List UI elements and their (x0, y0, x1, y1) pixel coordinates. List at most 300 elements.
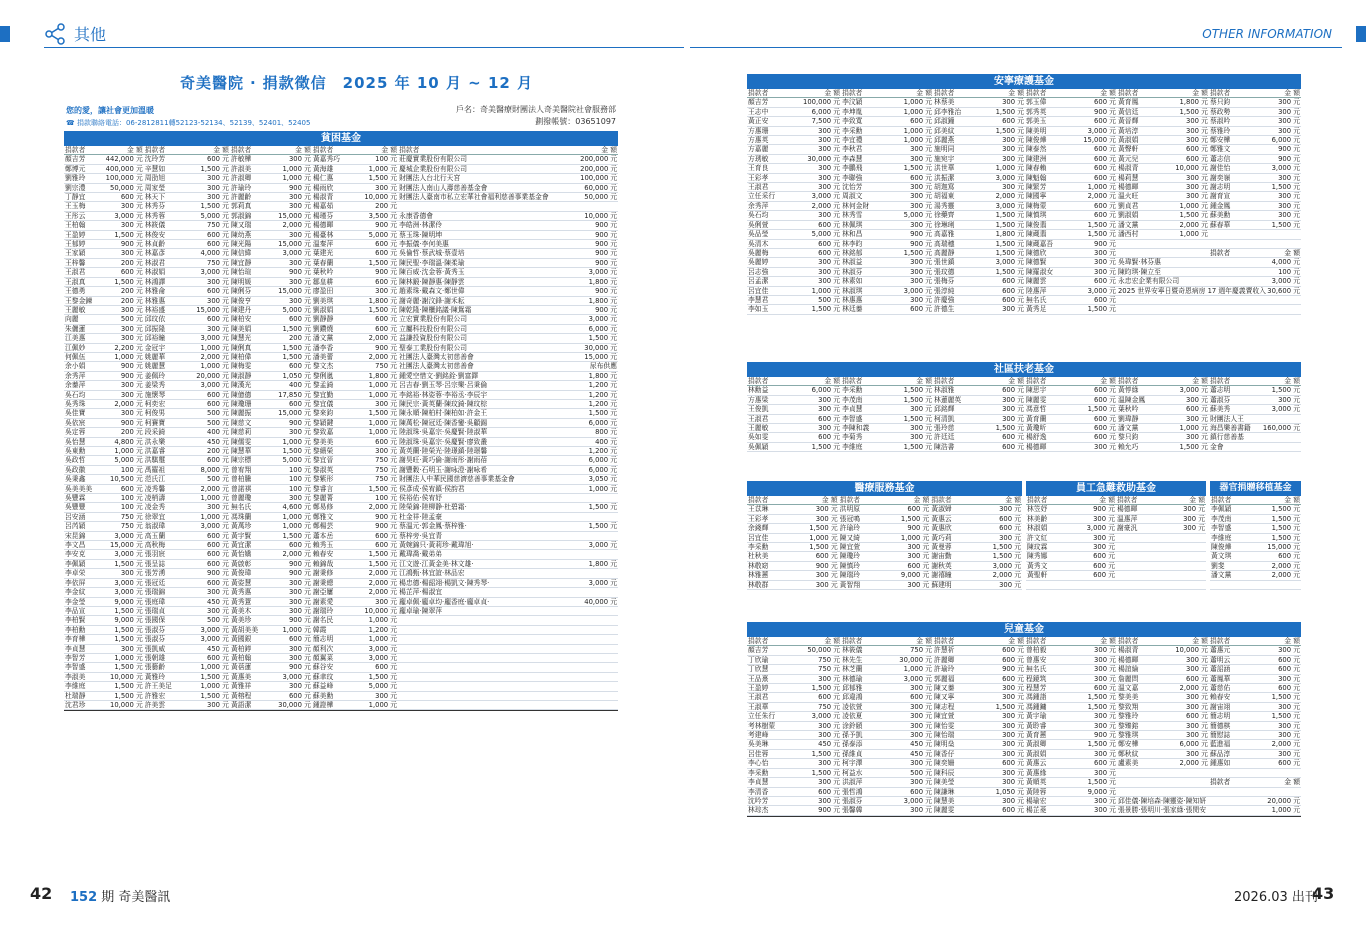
donor-name: 鄭楊芸 (312, 522, 355, 531)
donor-name: 李致寬 (841, 117, 875, 126)
donation-amount: 300 元 (1059, 721, 1117, 730)
donor-name: 凌依萱 (841, 702, 875, 711)
donor-name: 李淑美 (64, 672, 103, 681)
donor-name: 呂宜佳 (747, 286, 783, 295)
table-row (64, 644, 618, 653)
donor-name: 謝秋英 (930, 561, 970, 570)
donation-amount: 6,000 元 (579, 418, 618, 427)
donation-amount: 300 元 (875, 201, 933, 210)
donor-name: 曾柏騰 (230, 475, 273, 484)
donation-amount: 1,500 元 (1059, 702, 1117, 711)
donation-amount: 300 元 (967, 395, 1025, 404)
table-row (64, 597, 618, 606)
donation-amount: 750 元 (187, 221, 230, 230)
donation-amount: 300 元 (878, 552, 930, 561)
donation-amount: 1,800 元 (579, 277, 618, 286)
donor-name: 永忠宏企業有限公司 (1117, 277, 1180, 286)
donation-amount: 300 元 (783, 778, 841, 787)
donor-name (398, 700, 579, 709)
table-row (64, 381, 618, 390)
donor-name: 捐款者 (312, 146, 355, 155)
donor-name (1209, 768, 1243, 777)
donation-amount: 600 元 (875, 787, 933, 796)
donor-name: 余小娟 (64, 362, 103, 371)
table-row (64, 334, 618, 343)
donor-name: 財團法人台北行天宮 (398, 174, 579, 183)
donation-amount: 3,000 元 (1151, 386, 1209, 395)
donor-name (398, 202, 579, 211)
donation-amount: 300 元 (967, 136, 1025, 145)
donation-amount: 300 元 (783, 173, 841, 182)
fund-title: 醫療服務基金 (747, 481, 1022, 496)
donor-name: 廖盈田 (312, 287, 355, 296)
donor-name: 黃萬珍 (230, 522, 273, 531)
donor-name: 溫文嘉 (1117, 684, 1151, 693)
donor-name: 李安克 (64, 550, 103, 559)
donor-name: 高麗靜 (933, 248, 967, 257)
donor-name: 黎紫形 (312, 475, 355, 484)
table-header-row (1210, 496, 1301, 505)
donor-name: 鍾惠如 (1209, 759, 1243, 768)
donor-name: 張朝雄 (144, 653, 187, 662)
donor-name: 張呈誌 (144, 559, 187, 568)
donation-amount: 3,000 元 (1059, 286, 1117, 295)
donor-name: 李陳和義 (841, 424, 875, 433)
donation-amount: 1,500 元 (103, 625, 144, 634)
children-fund-panel (747, 622, 1301, 817)
donation-amount: 300 元 (273, 155, 312, 164)
donor-name (1209, 230, 1243, 239)
donation-amount: 300 元 (783, 136, 841, 145)
donation-amount: 3,500 元 (355, 211, 398, 220)
donation-amount: 900 元 (579, 287, 618, 296)
donor-name: 蕭惠元 (1209, 646, 1243, 655)
table-row (1026, 571, 1206, 580)
table-row (747, 154, 1301, 163)
donor-name: 王淑君 (747, 183, 783, 192)
donation-amount: 300 元 (1066, 533, 1116, 542)
donor-name: 黃陸蓉 (1025, 787, 1059, 796)
donor-name: 徐翠宜 (144, 512, 187, 521)
donation-amount: 300 元 (1151, 731, 1209, 740)
donation-amount: 400,000 元 (103, 164, 144, 173)
donation-amount: 600 元 (1151, 154, 1209, 163)
donor-name: 捐款者 (1210, 496, 1248, 505)
donation-amount: 1,200 元 (579, 447, 618, 456)
donor-name: 陳俊翡 (1025, 220, 1059, 229)
donor-name: 李智盛 (1210, 524, 1248, 533)
table-row (1026, 561, 1206, 570)
donation-amount (1156, 571, 1206, 580)
table-row (747, 405, 1301, 414)
donation-amount: 金 額 (1243, 89, 1301, 98)
donation-amount: 300 元 (783, 267, 841, 276)
donation-amount: 600 元 (875, 693, 933, 702)
donor-name: 郭玉偉 (1025, 98, 1059, 107)
donor-name: 王苡琳 (747, 505, 787, 514)
donation-amount: 金 額 (1253, 377, 1301, 386)
donor-name: 陳俊燁 (1025, 136, 1059, 145)
donation-amount: 300 元 (967, 693, 1025, 702)
donor-name: 林蔡美 (933, 98, 967, 107)
donor-name: 蔡政勢 (1209, 107, 1243, 116)
table-row (747, 561, 1022, 570)
donation-amount: 2,000 元 (355, 588, 398, 597)
header-rule-right (690, 47, 1342, 48)
donor-name: 黎淑英 (312, 465, 355, 474)
donor-name: 詹麗問 (1117, 674, 1151, 683)
donor-name (398, 635, 579, 644)
donor-name: 吳俐萱 (747, 220, 783, 229)
donor-name: 江佩妙 (64, 343, 103, 352)
donor-name: 楊淑青 (312, 193, 355, 202)
donor-name: 陳又蓁 (933, 684, 967, 693)
donation-amount: 600 元 (967, 674, 1025, 683)
donor-name: 林美齡 (1026, 514, 1066, 523)
header-rule-left (44, 47, 684, 48)
donor-name: 楊德暉 (312, 221, 355, 230)
donor-table (747, 377, 1301, 452)
donation-amount: 100,000 元 (103, 174, 144, 183)
donation-amount: 1,000 元 (273, 512, 312, 521)
donation-amount: 300 元 (103, 324, 144, 333)
donation-amount: 500 元 (875, 768, 933, 777)
donation-amount: 600 元 (967, 806, 1025, 815)
donor-name: 潘文黨 (1117, 220, 1151, 229)
donation-amount: 1,500 元 (1248, 505, 1301, 514)
donation-amount: 600 元 (355, 531, 398, 540)
donor-name: 林素如 (841, 277, 875, 286)
donor-name: 陳柏偉 (230, 352, 273, 361)
donation-amount: 1,800 元 (967, 230, 1025, 239)
table-row (64, 578, 618, 587)
donor-name: 許麗卿 (933, 655, 967, 664)
donation-amount: 金 額 (1243, 778, 1301, 787)
donor-name: 張凱威 (144, 644, 187, 653)
donor-name: 楊淑青 (1117, 164, 1151, 173)
donation-amount: 3,000 元 (355, 653, 398, 662)
table-row (64, 465, 618, 474)
donor-name: 社團法人臺灣太初慈善會 (398, 362, 579, 371)
donor-name: 葉建光 (312, 249, 355, 258)
donation-amount: 5,000 元 (355, 230, 398, 239)
donation-amount: 10,000 元 (579, 211, 618, 220)
donor-name: 陳慎琪 (1025, 211, 1059, 220)
table-header-row (64, 146, 618, 155)
donation-amount: 1,500 元 (579, 409, 618, 418)
donor-name: 陳春賴 (1025, 164, 1059, 173)
donor-name: 鄭易修 (312, 503, 355, 512)
donation-amount: 500 元 (103, 315, 144, 324)
donor-name: 段采錡 (144, 428, 187, 437)
donation-amount: 100 元 (1243, 267, 1301, 276)
donor-name: 陳蔵翡 (1025, 230, 1059, 239)
donor-name: 邱玟依 (144, 315, 187, 324)
donor-name: 黃惇綠 (1117, 386, 1151, 395)
donor-name: 張淑芬 (841, 796, 875, 805)
donor-name: 楊誼綸 (1117, 665, 1151, 674)
donation-amount: 300 元 (1243, 646, 1301, 655)
donor-name: 林敬窈 (747, 561, 787, 570)
donor-name: 呂吉春‧劉玉琴‧呂宗樂‧呂秉倫 (398, 381, 579, 390)
donation-amount: 900 元 (875, 239, 933, 248)
donor-table (1026, 496, 1206, 590)
donor-name: 馮珠蘭 (230, 512, 273, 521)
donation-amount: 300 元 (103, 202, 144, 211)
donation-amount: 900 元 (355, 343, 398, 352)
donor-name: 許瑜玲 (230, 183, 273, 192)
donor-name: 呂安涵 (64, 512, 103, 521)
table-row (64, 550, 618, 559)
donor-name: 吳定蓉 (64, 428, 103, 437)
donation-amount: 1,500 元 (273, 352, 312, 361)
donation-amount: 1,000 元 (273, 625, 312, 634)
donor-name: 呂孟潔 (747, 277, 783, 286)
donation-amount: 300 元 (875, 806, 933, 815)
donation-amount: 30,000 元 (875, 655, 933, 664)
donation-amount: 450 元 (783, 740, 841, 749)
donor-name: 蘇美勳 (1209, 211, 1243, 220)
donor-name: 吳品瑩 (747, 230, 783, 239)
donation-amount: 600 元 (355, 541, 398, 550)
donor-name: 孫予凱 (841, 731, 875, 740)
table-row (747, 524, 1022, 533)
donor-name: 林裕盛 (144, 305, 187, 314)
donor-name: 蕭志信 (1209, 154, 1243, 163)
donation-amount (579, 512, 618, 521)
table-row (1026, 524, 1206, 533)
donor-name: 黃秀足 (1025, 305, 1059, 314)
donation-amount: 1,000 元 (783, 286, 841, 295)
donation-amount: 300 元 (783, 674, 841, 683)
donor-name: 林雅蕙 (747, 571, 787, 580)
donation-amount: 900 元 (273, 616, 312, 625)
donation-amount: 1,500 元 (1248, 533, 1301, 542)
donor-name: 蕭淑芬 (1209, 395, 1253, 404)
donor-name: 許淑美 (230, 164, 273, 173)
donation-amount: 600 元 (967, 442, 1025, 451)
donation-amount: 20,000 元 (1243, 796, 1301, 805)
donation-amount: 300 元 (103, 390, 144, 399)
table-row (747, 386, 1301, 395)
donor-name: 黃柏翰 (230, 653, 273, 662)
donor-name: 蔡淑吟 (1209, 117, 1243, 126)
table-row (747, 693, 1301, 702)
donor-name: 黃胡美美 (230, 625, 273, 634)
donation-amount: 1,000 元 (187, 362, 230, 371)
donation-amount: 600 元 (273, 315, 312, 324)
donor-name: 蕭詔涵 (1209, 665, 1243, 674)
donation-amount: 600 元 (1248, 552, 1301, 561)
table-row (64, 475, 618, 484)
donor-name: 張瑞貞 (144, 606, 187, 615)
table-row (64, 390, 618, 399)
donor-name: 黎麗菁 (312, 494, 355, 503)
donor-name: 林銘郁 (841, 248, 875, 257)
table-row (747, 136, 1301, 145)
donor-name: 謝育宣 (1209, 192, 1243, 201)
donation-amount: 600 元 (967, 286, 1025, 295)
donor-name: 陳建洲 (1025, 154, 1059, 163)
donor-name: 蕭鳳華 (1209, 674, 1243, 683)
donor-name: 陳又綺 (839, 533, 879, 542)
donation-amount: 900 元 (1059, 731, 1117, 740)
donation-amount: 3,000 元 (783, 712, 841, 721)
donation-amount: 750 元 (783, 655, 841, 664)
donor-name: 黃育蘭 (1025, 414, 1059, 423)
donor-name: 鍾證樺 (312, 700, 355, 709)
donor-name: 李柏勳 (64, 625, 103, 634)
table-row (747, 248, 1301, 257)
donor-name: 潘美蕾 (312, 352, 355, 361)
donor-name: 李貞慧 (64, 644, 103, 653)
donor-name: 林筱儀 (841, 646, 875, 655)
table-row (64, 230, 618, 239)
donor-name: 許慶強 (933, 295, 967, 304)
donation-amount: 400 元 (579, 437, 618, 446)
donation-amount: 900 元 (579, 258, 618, 267)
donation-amount: 300 元 (355, 399, 398, 408)
donor-name: 金會 (1209, 442, 1253, 451)
donor-name: 林淑娟 (144, 268, 187, 277)
donor-name: 吳依宸 (64, 418, 103, 427)
donor-name: 林李昀 (841, 239, 875, 248)
donor-name (398, 653, 579, 662)
table-row (1210, 543, 1301, 552)
donor-name: 洪嘉睿 (144, 447, 187, 456)
table-row (1026, 543, 1206, 552)
donor-name: 黃培淳 (1117, 126, 1151, 135)
donor-name: 黎文杰 (312, 362, 355, 371)
donor-name (1209, 258, 1243, 267)
donation-amount: 100 元 (103, 494, 144, 503)
donation-amount: 300 元 (967, 414, 1025, 423)
donor-name: 陳玟霖 (1026, 543, 1066, 552)
donor-name: 張世鎮 (933, 258, 967, 267)
donation-amount: 1,500 元 (355, 305, 398, 314)
table-row (64, 522, 618, 531)
donation-amount: 1,000 元 (187, 343, 230, 352)
donation-amount: 3,000 元 (187, 635, 230, 644)
donation-amount: 300 元 (1243, 749, 1301, 758)
donation-amount: 1,500 元 (1059, 230, 1117, 239)
donor-name: 龐卓佩‧龐卓均‧龐香庭‧龐卓貞‧ (398, 597, 579, 606)
table-row (747, 192, 1301, 201)
donor-name: 益謙投資股份有限公司 (398, 334, 579, 343)
donor-name: 王淑君 (747, 414, 783, 423)
donation-amount: 300 元 (1243, 107, 1301, 116)
donation-amount: 1,000 元 (875, 126, 933, 135)
donation-amount: 300 元 (1151, 749, 1209, 758)
donation-amount: 600 元 (787, 552, 839, 561)
donor-name: 方嘉麗 (747, 145, 783, 154)
donation-amount: 300 元 (967, 154, 1025, 163)
donor-name: 林秀雪 (841, 211, 875, 220)
donation-amount: 900 元 (579, 240, 618, 249)
donation-amount (1243, 768, 1301, 777)
donor-name: 謝瑞玲 (312, 606, 355, 615)
donor-name: 陳慈莉 (230, 428, 273, 437)
donation-amount: 1,500 元 (783, 684, 841, 693)
donor-name: 李茂南 (841, 395, 875, 404)
donor-name: 吳豐豐 (64, 503, 103, 512)
donor-name: 捐款者 (930, 496, 970, 505)
donation-amount (1151, 768, 1209, 777)
donor-name: 黎美美 (312, 437, 355, 446)
donor-name: 洪淑萍 (841, 778, 875, 787)
donor-name: 陳美瑩 (933, 778, 967, 787)
donor-name: 李森慧 (841, 154, 875, 163)
donation-amount (1243, 305, 1301, 314)
donor-name: 蕭志明 (1209, 386, 1253, 395)
donor-name: 考建峰 (747, 731, 783, 740)
donation-amount: 300 元 (355, 691, 398, 700)
table-header-row (747, 377, 1301, 386)
donation-amount: 300 元 (1151, 665, 1209, 674)
donation-amount: 600 元 (187, 653, 230, 662)
donation-amount: 1,500 元 (970, 552, 1022, 561)
donor-name: 陳林鍛‧陳靜惠‧陳靜雲 (398, 277, 579, 286)
fund-title: 社區扶老基金 (747, 362, 1301, 377)
donation-amount: 600 元 (273, 691, 312, 700)
donation-amount: 1,000 元 (355, 164, 398, 173)
donation-amount: 金 額 (878, 496, 930, 505)
donation-amount: 金 額 (1059, 377, 1117, 386)
donation-amount: 1,800 元 (355, 371, 398, 380)
donor-name: 陳魁翰 (1025, 173, 1059, 182)
donation-amount: 3,000 元 (1243, 277, 1301, 286)
table-row (747, 514, 1022, 523)
donor-name (1209, 267, 1243, 276)
donation-amount: 300 元 (273, 230, 312, 239)
donation-amount: 300 元 (273, 578, 312, 587)
donation-amount: 300 元 (1059, 267, 1117, 276)
donor-name: 黃曼蓉 (930, 543, 970, 552)
donation-amount: 300 元 (783, 759, 841, 768)
donor-name: 捐款者 (1116, 496, 1156, 505)
table-row (747, 305, 1301, 314)
donor-name: 陳瓊珊 (230, 399, 273, 408)
table-row (747, 211, 1301, 220)
table-header-row (747, 637, 1301, 646)
donation-amount: 9,000 元 (1059, 787, 1117, 796)
donor-name: 林俊安 (144, 230, 187, 239)
donor-name: 黃語潔 (230, 700, 273, 709)
donor-name: 黃智翔 (839, 580, 879, 589)
donor-name: 黃元兒 (1117, 154, 1151, 163)
account-info (438, 104, 616, 128)
table-row (747, 295, 1301, 304)
donation-amount: 300 元 (970, 505, 1022, 514)
donor-name: 吳麗婷 (747, 258, 783, 267)
donation-amount: 2,000 元 (1151, 220, 1209, 229)
donation-amount: 3,000 元 (1066, 524, 1116, 533)
donor-name: 黃美珍 (230, 616, 273, 625)
donor-name: 考林樹蒙 (747, 721, 783, 730)
donation-amount: 300 元 (875, 192, 933, 201)
donation-amount: 300 元 (187, 296, 230, 305)
donor-name: 捐款者 (1025, 377, 1059, 386)
donor-name: 劉靜靜 (312, 315, 355, 324)
donor-name: 王志中 (747, 107, 783, 116)
donor-table (747, 496, 1022, 590)
donor-name (1209, 239, 1243, 248)
donation-amount (579, 606, 618, 615)
donation-amount (1156, 533, 1206, 542)
donor-name: 吳秉鑫 (64, 475, 103, 484)
donor-name: 吳倫哲‧蔡武城‧蔡壹培 (398, 249, 579, 258)
donation-amount: 1,500 元 (878, 514, 930, 523)
